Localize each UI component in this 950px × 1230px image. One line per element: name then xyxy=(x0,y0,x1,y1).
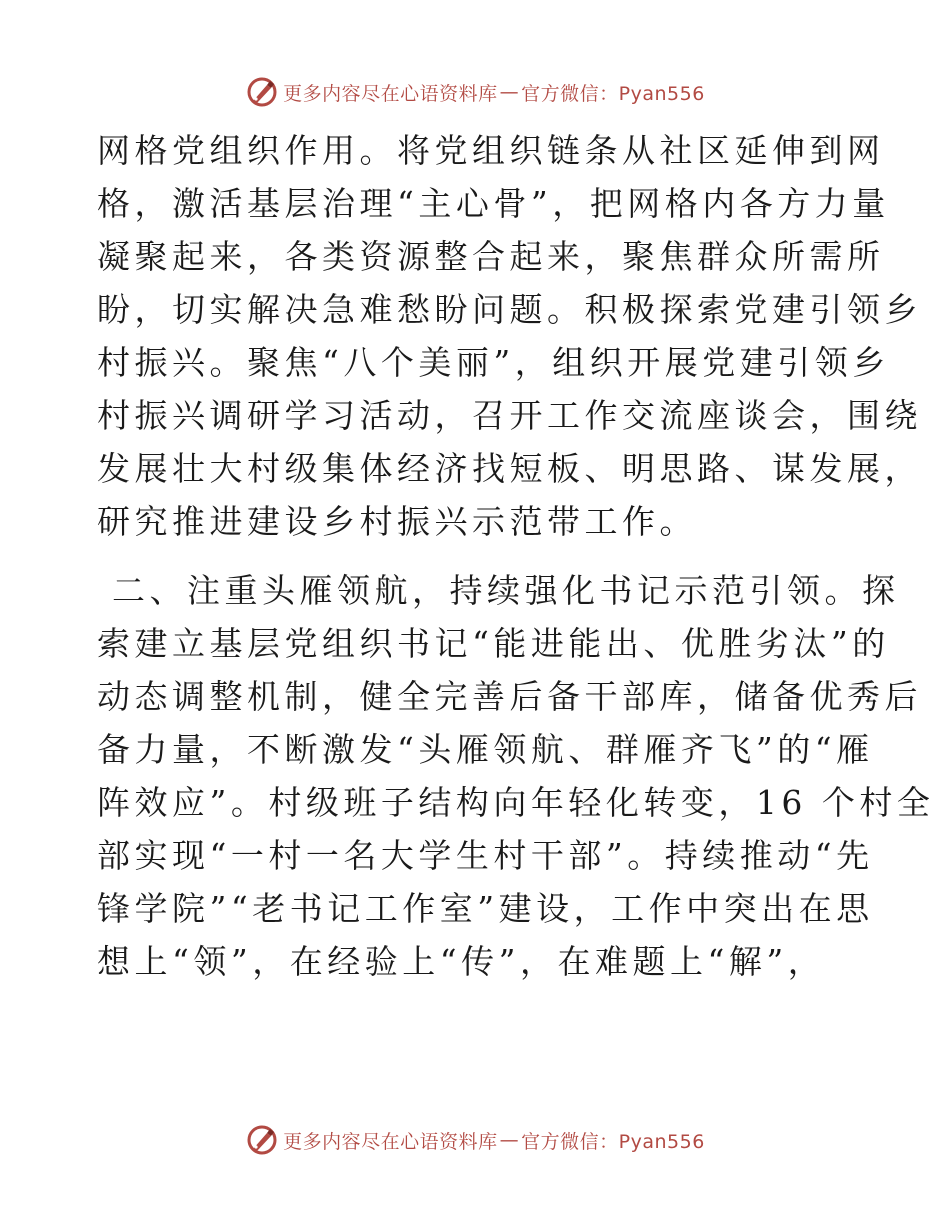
text-line: 发展壮大村级集体经济找短板、明思路、谋发展， xyxy=(97,449,922,488)
footer-banner xyxy=(0,1120,950,1160)
text-line: 索建立基层党组织书记“能进能出、优胜劣汰”的 xyxy=(97,624,890,663)
text-line: 部实现“一村一名大学生村干部”。持续推动“先 xyxy=(97,836,874,875)
banner-dash: — xyxy=(499,1129,520,1151)
paragraph-2 xyxy=(97,564,935,988)
text-line: 二、注重头雁领航，持续强化书记示范引领。探 xyxy=(97,571,900,610)
banner-text: 更多内容尽在心语资料库 xyxy=(283,82,498,105)
text-line: 阵效应”。村级班子结构向年轻化转变，16 个村全 xyxy=(97,783,935,822)
text-line: 动态调整机制，健全完善后备干部库，储备优秀后 xyxy=(97,677,922,716)
text-line: 研究推进建设乡村振兴示范带工作。 xyxy=(97,502,697,541)
document-body xyxy=(97,124,935,988)
pen-logo-icon xyxy=(245,1123,279,1157)
text-line: 凝聚起来，各类资源整合起来，聚焦群众所需所 xyxy=(97,237,885,276)
pen-logo-icon xyxy=(245,75,279,109)
text-line: 网格党组织作用。将党组织链条从社区延伸到网 xyxy=(97,131,885,170)
text-line: 想上“领”，在经验上“传”，在难题上“解”， xyxy=(97,942,826,981)
text-line: 备力量，不断激发“头雁领航、群雁齐飞”的“雁 xyxy=(97,730,874,769)
text-line: 村振兴调研学习活动，召开工作交流座谈会，围绕 xyxy=(97,396,922,435)
banner-text: 更多内容尽在心语资料库 xyxy=(283,1130,498,1153)
paragraph-gap xyxy=(97,548,857,564)
banner-wechat: 官方微信：Pyan556 xyxy=(521,82,705,105)
banner-wechat: 官方微信：Pyan556 xyxy=(521,1130,705,1153)
text-line: 锋学院”“老书记工作室”建设，工作中突出在思 xyxy=(97,889,874,928)
text-line: 格，激活基层治理“主心骨”，把网格内各方力量 xyxy=(97,184,890,223)
header-banner xyxy=(0,72,950,112)
text-line: 盼，切实解决急难愁盼问题。积极探索党建引领乡 xyxy=(97,290,922,329)
banner-dash: — xyxy=(499,81,520,103)
text-line: 村振兴。聚焦“八个美丽”，组织开展党建引领乡 xyxy=(97,343,890,382)
paragraph-1 xyxy=(97,124,922,548)
